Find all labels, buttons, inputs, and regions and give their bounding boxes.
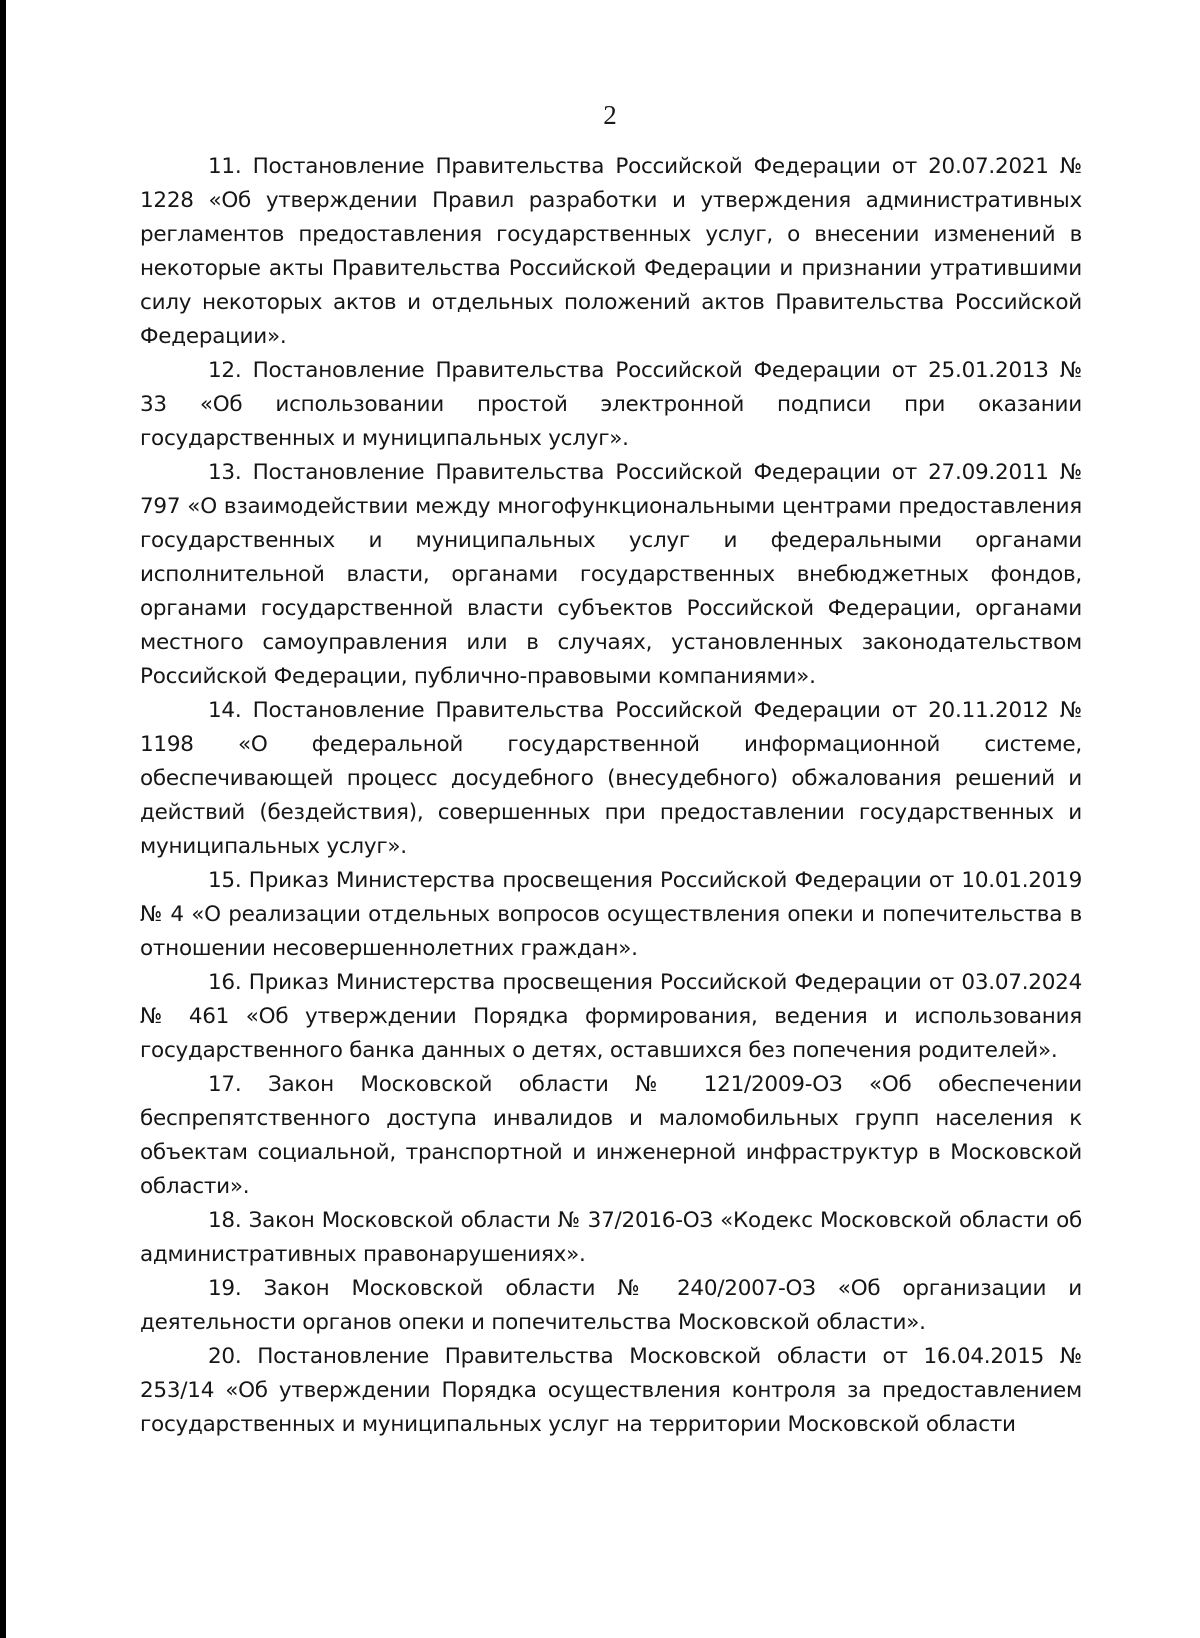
list-item-19: 19. Закон Московской области № 240/2007-ОЗ «Об организации и деятельности органов опеки и попечительства Московской области». [140,1276,1082,1335]
document-body [140,150,1082,1442]
page-number: 2 [603,100,617,130]
list-item-18: 18. Закон Московской области № 37/2016-ОЗ «Кодекс Московской области об административных правонарушениях». [140,1208,1082,1267]
list-item-20: 20. Постановление Правительства Московской области от 16.04.2015 № 253/14 «Об утверждении Порядка осуществления контроля за предоставлением государственных и муниципальных услуг на территории Московской области [140,1344,1082,1437]
list-item-12: 12. Постановление Правительства Российской Федерации от 25.01.2013 № 33 «Об использовании простой электронной подписи при оказании государственных и муниципальных услуг». [140,358,1082,451]
list-item-17: 17. Закон Московской области № 121/2009-ОЗ «Об обеспечении беспрепятственного доступа инвалидов и маломобильных групп населения к объектам социальной, транспортной и инженерной инфраструктур в Московской области». [140,1072,1082,1199]
list-item-14: 14. Постановление Правительства Российской Федерации от 20.11.2012 № 1198 «О федеральной государственной информационной системе, обеспечивающей процесс досудебного (внесудебного) обжалования решений и действий (бездействия), совершенных при предоставлении государственных и муниципальных услуг». [140,698,1082,859]
list-item-11: 11. Постановление Правительства Российской Федерации от 20.07.2021 № 1228 «Об утверждении Правил разработки и утверждения административных регламентов предоставления государственных услуг, о внесении изменений в некоторые акты Правительства Российской Федерации и признании утратившими силу некоторых актов и отдельных положений актов Правительства Российской Федерации». [140,154,1082,349]
list-item-16: 16. Приказ Министерства просвещения Российской Федерации от 03.07.2024 № 461 «Об утверждении Порядка формирования, ведения и использования государственного банка данных о детях, оставшихся без попечения родителей». [140,970,1082,1063]
list-item-15: 15. Приказ Министерства просвещения Российской Федерации от 10.01.2019 № 4 «О реализации отдельных вопросов осуществления опеки и попечительства в отношении несовершеннолетних граждан». [140,868,1082,961]
list-item-13: 13. Постановление Правительства Российской Федерации от 27.09.2011 № 797 «О взаимодействии между многофункциональными центрами предоставления государственных и муниципальных услуг и федеральными органами исполнительной власти, органами государственных внебюджетных фондов, органами государственной власти субъектов Российской Федерации, органами местного самоуправления или в случаях, установленных законодательством Российской Федерации, публично-правовыми компаниями». [140,460,1082,689]
